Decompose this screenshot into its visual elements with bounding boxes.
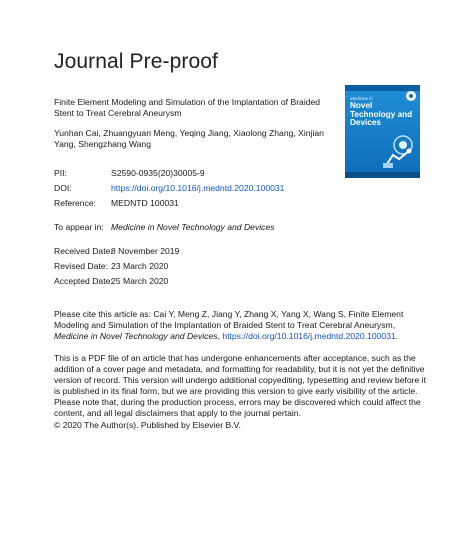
cover-title: Novel Technology and Devices (350, 101, 413, 128)
citation-doi-link[interactable]: https://doi.org/10.1016/j.medntd.2020.100031 (222, 331, 396, 341)
cover-top-bar (345, 85, 420, 91)
received-label: Received Date: (54, 246, 113, 256)
received-value: 8 November 2019 (111, 246, 180, 256)
article-title: Finite Element Modeling and Simulation of the Implantation of Braided Stent to Treat Cerebral Aneurysm (54, 97, 321, 118)
appear-in-label: To appear in: (54, 222, 104, 232)
accepted-label: Accepted Date: (54, 276, 113, 286)
pii-value: S2590-0935(20)30005-9 (111, 168, 205, 178)
accepted-value: 25 March 2020 (111, 276, 169, 286)
reference-value: MEDNTD 100031 (111, 198, 179, 208)
citation-separator: , (217, 331, 223, 341)
cover-pre-title: Medicine in (350, 96, 373, 101)
appear-in-journal: Medicine in Novel Technology and Devices (111, 222, 275, 232)
cover-logo-icon (406, 91, 416, 101)
journal-cover-image (345, 85, 420, 178)
cover-footer-bar (345, 172, 420, 178)
citation-text: Please cite this article as: Cai Y, Meng Z, Jiang Y, Zhang X, Yang X, Wang S, Finite Element Modeling and Simulation of the Implantation of Braided Stent to Treat Cerebral Aneurysm, (54, 309, 404, 330)
journal-label: Journal Pre-proof (54, 50, 218, 73)
cover-device-illustration (379, 129, 417, 169)
notice-paragraph: This is a PDF file of an article that has undergone enhancements after acceptance, such as the addition of a cover page and metadata, and formatting for readability, but it is not yet the definitive version of record. This version will undergo additional copyediting, typesetting and review before it is published in its final form, but we are providing this version to give early visibility of the article. Please note that, during the production process, errors may be discovered which could affect the content, and all legal disclaimers that apply to the journal pertain. (54, 353, 426, 418)
doi-link[interactable]: https://doi.org/10.1016/j.medntd.2020.100031 (111, 183, 285, 193)
authors: Yunhan Cai, Zhuangyuan Meng, Yeqing Jiang, Xiaolong Zhang, Xinjian Yang, Shengzhang Wang (54, 128, 324, 149)
citation-end: . (395, 331, 399, 341)
reference-label: Reference: (54, 198, 97, 208)
copyright-line: © 2020 The Author(s). Published by Elsevier B.V. (54, 420, 241, 430)
citation-paragraph (54, 309, 426, 342)
revised-value: 23 March 2020 (111, 261, 169, 271)
revised-label: Revised Date: (54, 261, 108, 271)
citation-journal: Medicine in Novel Technology and Devices (54, 331, 218, 341)
doi-label: DOI: (54, 183, 72, 193)
pii-label: PII: (54, 168, 67, 178)
